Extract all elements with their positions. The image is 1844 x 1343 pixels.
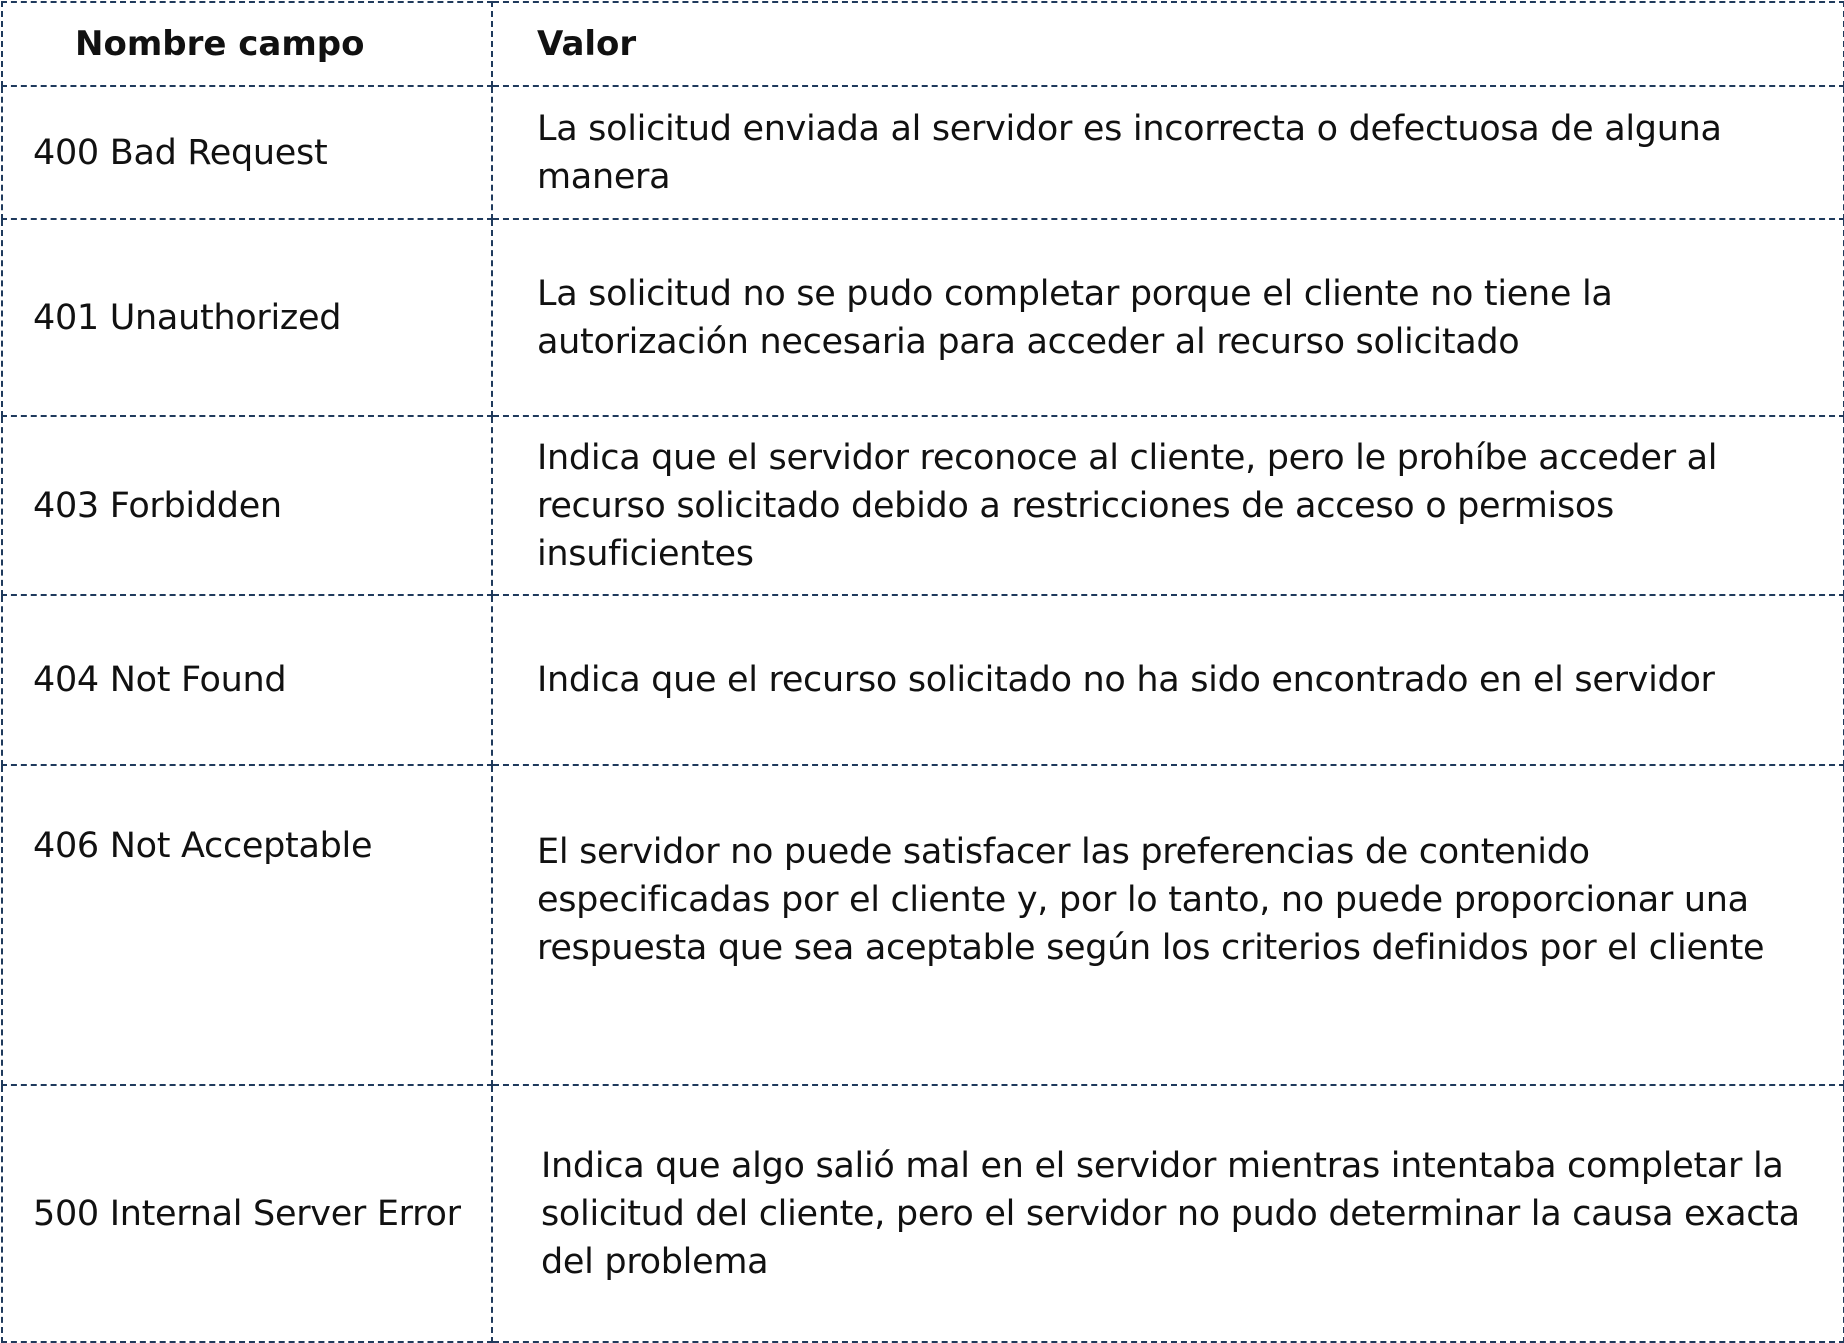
field-name-cell: 406 Not Acceptable <box>2 765 492 1085</box>
header-valor: Valor <box>492 2 1844 86</box>
table-row <box>2 416 1844 595</box>
table-row <box>2 765 1844 1085</box>
header-nombre-campo: Nombre campo <box>2 2 492 86</box>
table-row <box>2 595 1844 765</box>
field-value-cell: Indica que el servidor reconoce al cliente, pero le prohíbe acceder al recurso solicitado debido a restricciones de acceso o permisos insuficientes <box>492 416 1844 595</box>
field-value-cell: El servidor no puede satisfacer las preferencias de contenido especificadas por el cliente y, por lo tanto, no puede proporcionar una respuesta que sea aceptable según los criterios definidos por el cliente <box>492 765 1844 1085</box>
field-name-cell: 500 Internal Server Error <box>2 1085 492 1342</box>
table-row <box>2 1085 1844 1342</box>
table-header-row <box>2 2 1844 86</box>
field-value-cell: Indica que el recurso solicitado no ha sido encontrado en el servidor <box>492 595 1844 765</box>
field-name-cell: 401 Unauthorized <box>2 219 492 416</box>
field-name-cell: 404 Not Found <box>2 595 492 765</box>
table-row <box>2 86 1844 219</box>
field-name-cell: 403 Forbidden <box>2 416 492 595</box>
table-row <box>2 219 1844 416</box>
field-value-cell: La solicitud no se pudo completar porque el cliente no tiene la autorización necesaria para acceder al recurso solicitado <box>492 219 1844 416</box>
field-value-cell: La solicitud enviada al servidor es incorrecta o defectuosa de alguna manera <box>492 86 1844 219</box>
status-codes-table <box>1 1 1844 1343</box>
status-codes-table-container <box>0 1 1844 1281</box>
field-name-cell: 400 Bad Request <box>2 86 492 219</box>
field-value-cell: Indica que algo salió mal en el servidor mientras intentaba completar la solicitud del cliente, pero el servidor no pudo determinar la causa exacta del problema <box>492 1085 1844 1342</box>
